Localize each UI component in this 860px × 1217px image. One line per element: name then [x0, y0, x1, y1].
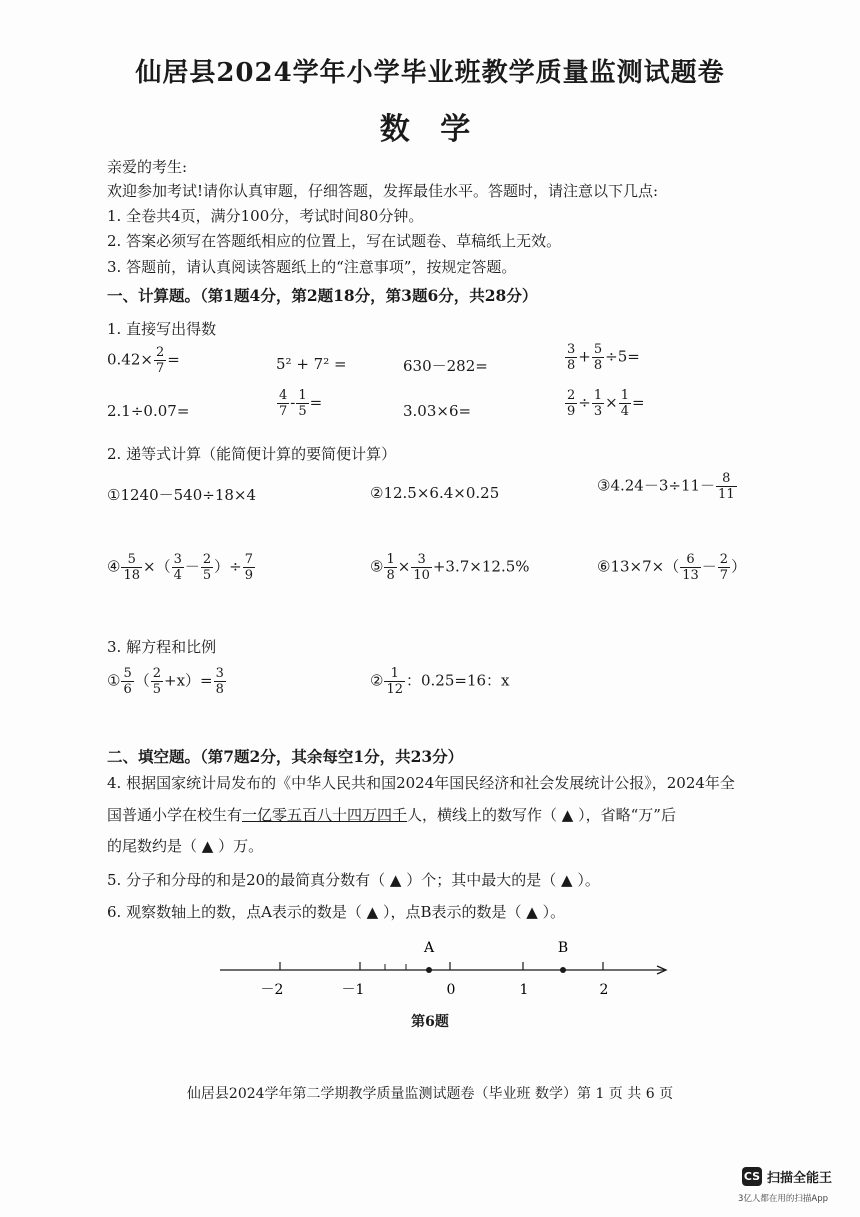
q3-problem-2: ② $\frac{1}{12}$ ：0.25=16：x	[370, 666, 510, 697]
q2-title: 2. 递等式计算（能简便计算的要简便计算）	[107, 445, 397, 463]
q4-underlined-number: 一亿零五百八十四万四千	[242, 806, 408, 824]
subject-heading: 数 学	[379, 112, 481, 147]
section-2-heading: 二、填空题。（第7题2分，其余每空1分，共23分）	[107, 747, 464, 766]
q2-problem-3: ③4.24－3÷11－ $\frac{8}{11}$	[597, 471, 735, 502]
q4-line-3: 的尾数约是（ ▲ ）万。	[107, 837, 264, 855]
tick-label-1: 1	[519, 982, 529, 998]
point-a-label: A	[423, 940, 435, 956]
q1-item-h: $\frac{2}{9}$ ÷ $\frac{1}{3}$ × $\frac{1}{4}$ =	[567, 388, 645, 419]
scanner-tagline: 3亿人都在用的扫描App	[738, 1194, 829, 1204]
q1-item-d: $\frac{3}{8}$ + $\frac{5}{8}$ ÷5=	[567, 342, 640, 373]
q2-problem-1: ①1240－540÷18×4	[107, 486, 257, 504]
q2-problem-4: ④ $\frac{5}{18}$ ×（ $\frac{3}{4}$ － $\frac{2}{5}$ ）÷ $\frac{7}{9}$	[107, 552, 254, 583]
figure-caption: 第6题	[411, 1014, 449, 1030]
q4-line-1: 4. 根据国家统计局发布的《中华人民共和国2024年国民经济和社会发展统计公报》，2024年全	[107, 774, 735, 792]
q3-problem-1: ① $\frac{5}{6}$ （ $\frac{2}{5}$ +x）= $\frac{3}{8}$	[107, 666, 224, 697]
q1-title: 1. 直接写出得数	[107, 320, 217, 338]
note-1: 1. 全卷共4页，满分100分，考试时间80分钟。	[107, 207, 424, 225]
tick-label-2: 2	[599, 982, 609, 998]
number-line	[210, 932, 680, 1012]
intro-text: 欢迎参加考试!请你认真审题，仔细答题，发挥最佳水平。答题时，请注意以下几点:	[107, 182, 659, 200]
point-b-label: B	[557, 940, 569, 956]
scanner-app-name: 扫描全能王	[767, 1171, 833, 1186]
section-1-heading: 一、计算题。（第1题4分，第2题18分，第3题6分，共28分）	[107, 286, 538, 305]
point-a-dot	[426, 967, 432, 973]
note-3: 3. 答题前，请认真阅读答题纸上的“注意事项”，按规定答题。	[107, 258, 517, 276]
greeting: 亲爱的考生:	[107, 158, 188, 176]
exam-title: 仙居县2024学年小学毕业班教学质量监测试题卷	[135, 58, 725, 88]
point-b-dot	[560, 967, 566, 973]
tick-label-0: 0	[446, 982, 456, 998]
q1-item-b: 5² + 7² =	[276, 355, 347, 373]
q1-item-a: 0.42× $\frac{2}{7}$ =	[107, 345, 180, 376]
q1-item-c: 630－282=	[403, 357, 488, 375]
q4-line-2: 国普通小学在校生有一亿零五百八十四万四千人，横线上的数写作（ ▲ ），省略“万”后	[107, 806, 676, 824]
q3-title: 3. 解方程和比例	[107, 638, 217, 656]
q2-problem-6: ⑥13×7×（ $\frac{6}{13}$ － $\frac{2}{7}$ ）	[597, 552, 747, 583]
q1-item-e: 2.1÷0.07=	[107, 402, 190, 420]
page-footer: 仙居县2024学年第二学期教学质量监测试题卷（毕业班 数学）第 1 页 共 6 页	[186, 1086, 674, 1102]
q5-text: 5. 分子和分母的和是20的最简真分数有（ ▲ ）个；其中最大的是（ ▲ ）。	[107, 871, 600, 889]
tick-label-minus-1: －1	[341, 982, 365, 998]
q2-problem-2: ②12.5×6.4×0.25	[370, 484, 500, 502]
q2-problem-5: ⑤ $\frac{1}{8}$ × $\frac{3}{10}$ +3.7×12.5%	[370, 552, 530, 583]
q6-text: 6. 观察数轴上的数，点A表示的数是（ ▲ ），点B表示的数是（ ▲ ）。	[107, 903, 566, 921]
tick-label-minus-2: －2	[260, 982, 284, 998]
q1-item-f: $\frac{4}{7}$ - $\frac{1}{5}$ =	[279, 388, 323, 419]
note-2: 2. 答案必须写在答题纸相应的位置上，写在试题卷、草稿纸上无效。	[107, 232, 562, 250]
scanner-logo-icon: CS	[742, 1167, 762, 1186]
q1-item-g: 3.03×6=	[403, 402, 472, 420]
